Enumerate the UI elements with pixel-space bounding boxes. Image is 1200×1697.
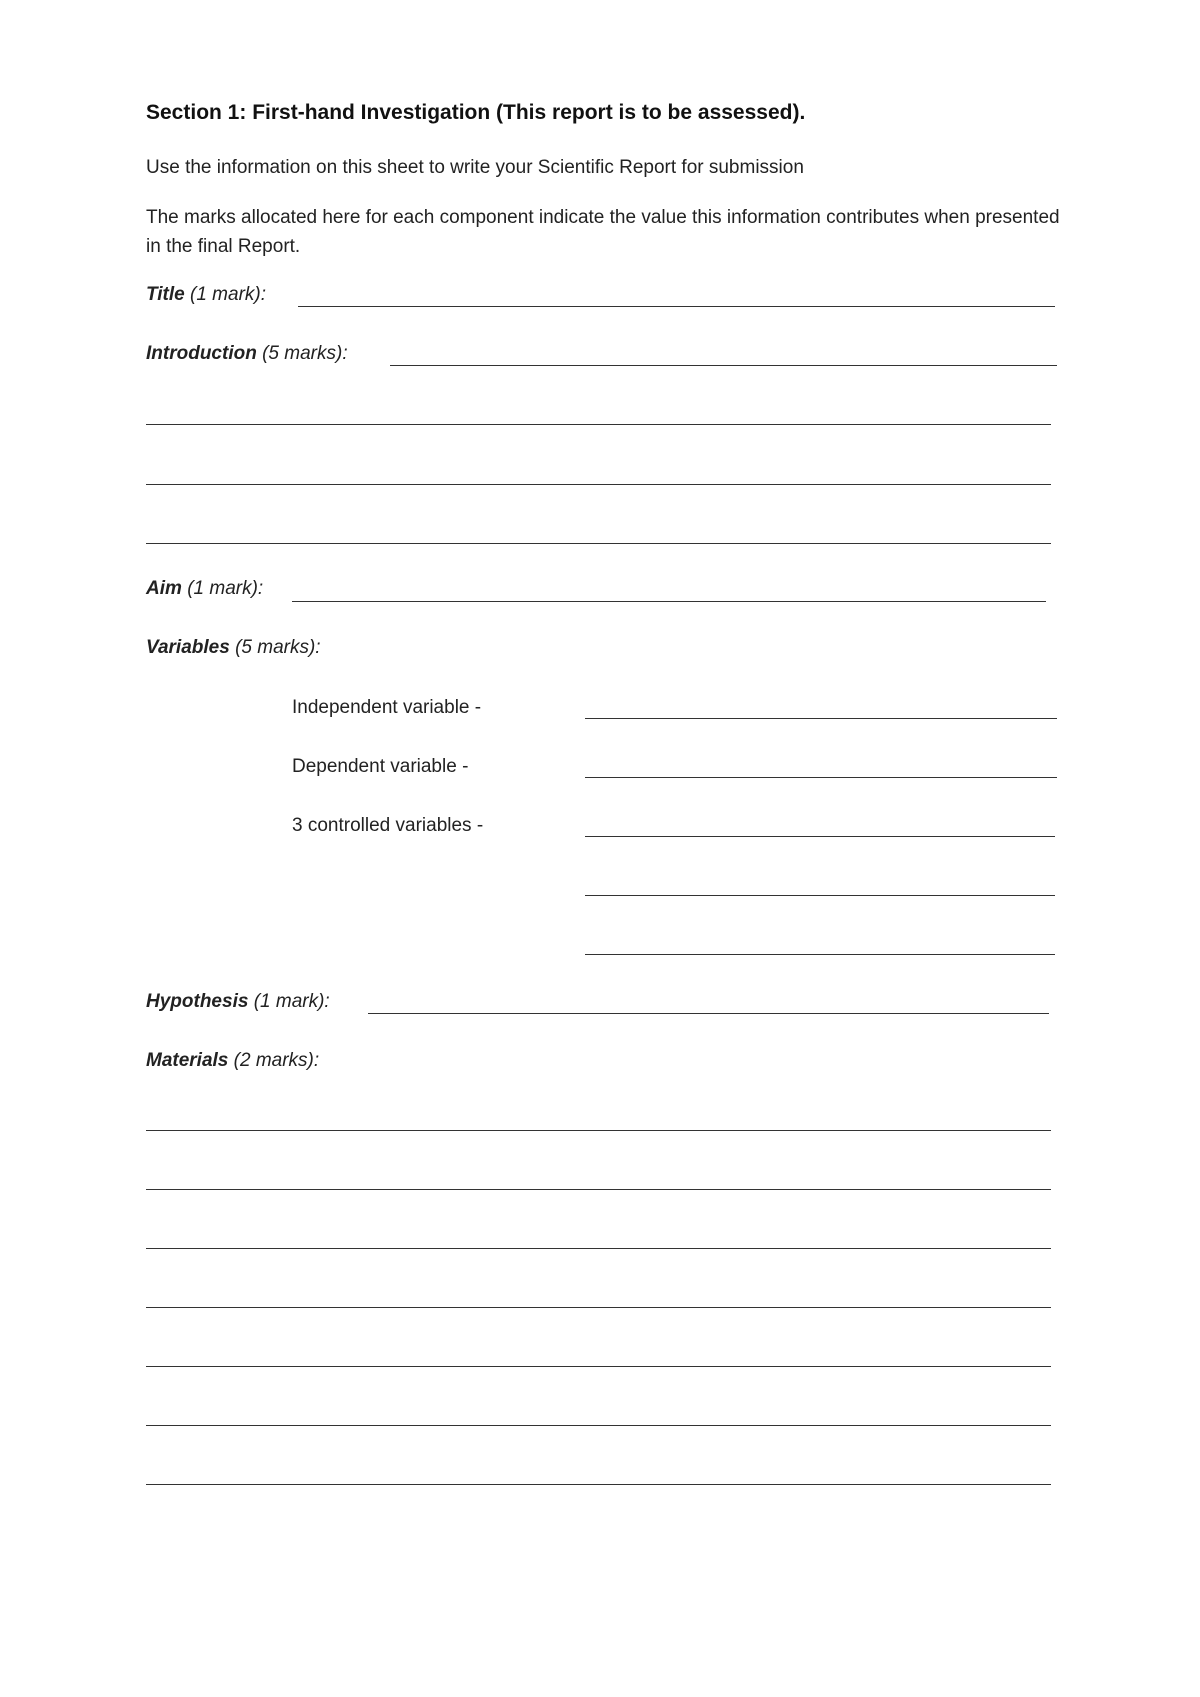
hypothesis-field-name: Hypothesis xyxy=(146,991,249,1012)
controlled-variable-line[interactable] xyxy=(585,895,1055,896)
dependent-variable-label: Dependent variable - xyxy=(292,756,469,777)
hypothesis-field-marks: (1 mark): xyxy=(253,991,330,1012)
materials-answer-line[interactable] xyxy=(146,1484,1051,1485)
variables-field-marks: (5 marks): xyxy=(235,637,321,658)
materials-label xyxy=(146,1050,319,1072)
aim-field-name: Aim xyxy=(146,578,182,599)
materials-field-name: Materials xyxy=(146,1050,229,1071)
introduction-answer-line[interactable] xyxy=(146,543,1051,544)
section-heading: Section 1: First-hand Investigation (This report is to be assessed). xyxy=(146,101,806,124)
dependent-variable-line[interactable] xyxy=(585,777,1057,778)
hypothesis-label xyxy=(146,991,330,1013)
title-label xyxy=(146,284,266,306)
materials-answer-line[interactable] xyxy=(146,1130,1051,1131)
introduction-field-name: Introduction xyxy=(146,343,257,364)
aim-field-marks: (1 mark): xyxy=(187,578,264,599)
introduction-answer-line[interactable] xyxy=(390,365,1057,366)
aim-answer-line[interactable] xyxy=(292,601,1046,602)
variables-field-name: Variables xyxy=(146,637,230,658)
title-field-name: Title xyxy=(146,284,185,305)
title-field-marks: (1 mark): xyxy=(190,284,266,305)
aim-label xyxy=(146,578,263,600)
materials-answer-line[interactable] xyxy=(146,1189,1051,1190)
hypothesis-answer-line[interactable] xyxy=(368,1013,1049,1014)
controlled-variable-line[interactable] xyxy=(585,836,1055,837)
introduction-field-marks: (5 marks): xyxy=(262,343,348,364)
introduction-label xyxy=(146,343,348,365)
variables-label xyxy=(146,637,321,659)
instruction-text: Use the information on this sheet to write your Scientific Report for submission xyxy=(146,157,804,178)
marks-note: The marks allocated here for each component indicate the value this information contributes when presented in the final Report. xyxy=(146,207,1060,257)
title-answer-line[interactable] xyxy=(298,306,1055,307)
controlled-variable-line[interactable] xyxy=(585,954,1055,955)
materials-answer-line[interactable] xyxy=(146,1307,1051,1308)
independent-variable-line[interactable] xyxy=(585,718,1057,719)
materials-answer-line[interactable] xyxy=(146,1425,1051,1426)
independent-variable-label: Independent variable - xyxy=(292,697,482,718)
materials-answer-line[interactable] xyxy=(146,1248,1051,1249)
materials-answer-line[interactable] xyxy=(146,1366,1051,1367)
materials-field-marks: (2 marks): xyxy=(233,1050,320,1071)
introduction-answer-line[interactable] xyxy=(146,424,1051,425)
controlled-variables-label: 3 controlled variables - xyxy=(292,815,484,836)
introduction-answer-line[interactable] xyxy=(146,484,1051,485)
